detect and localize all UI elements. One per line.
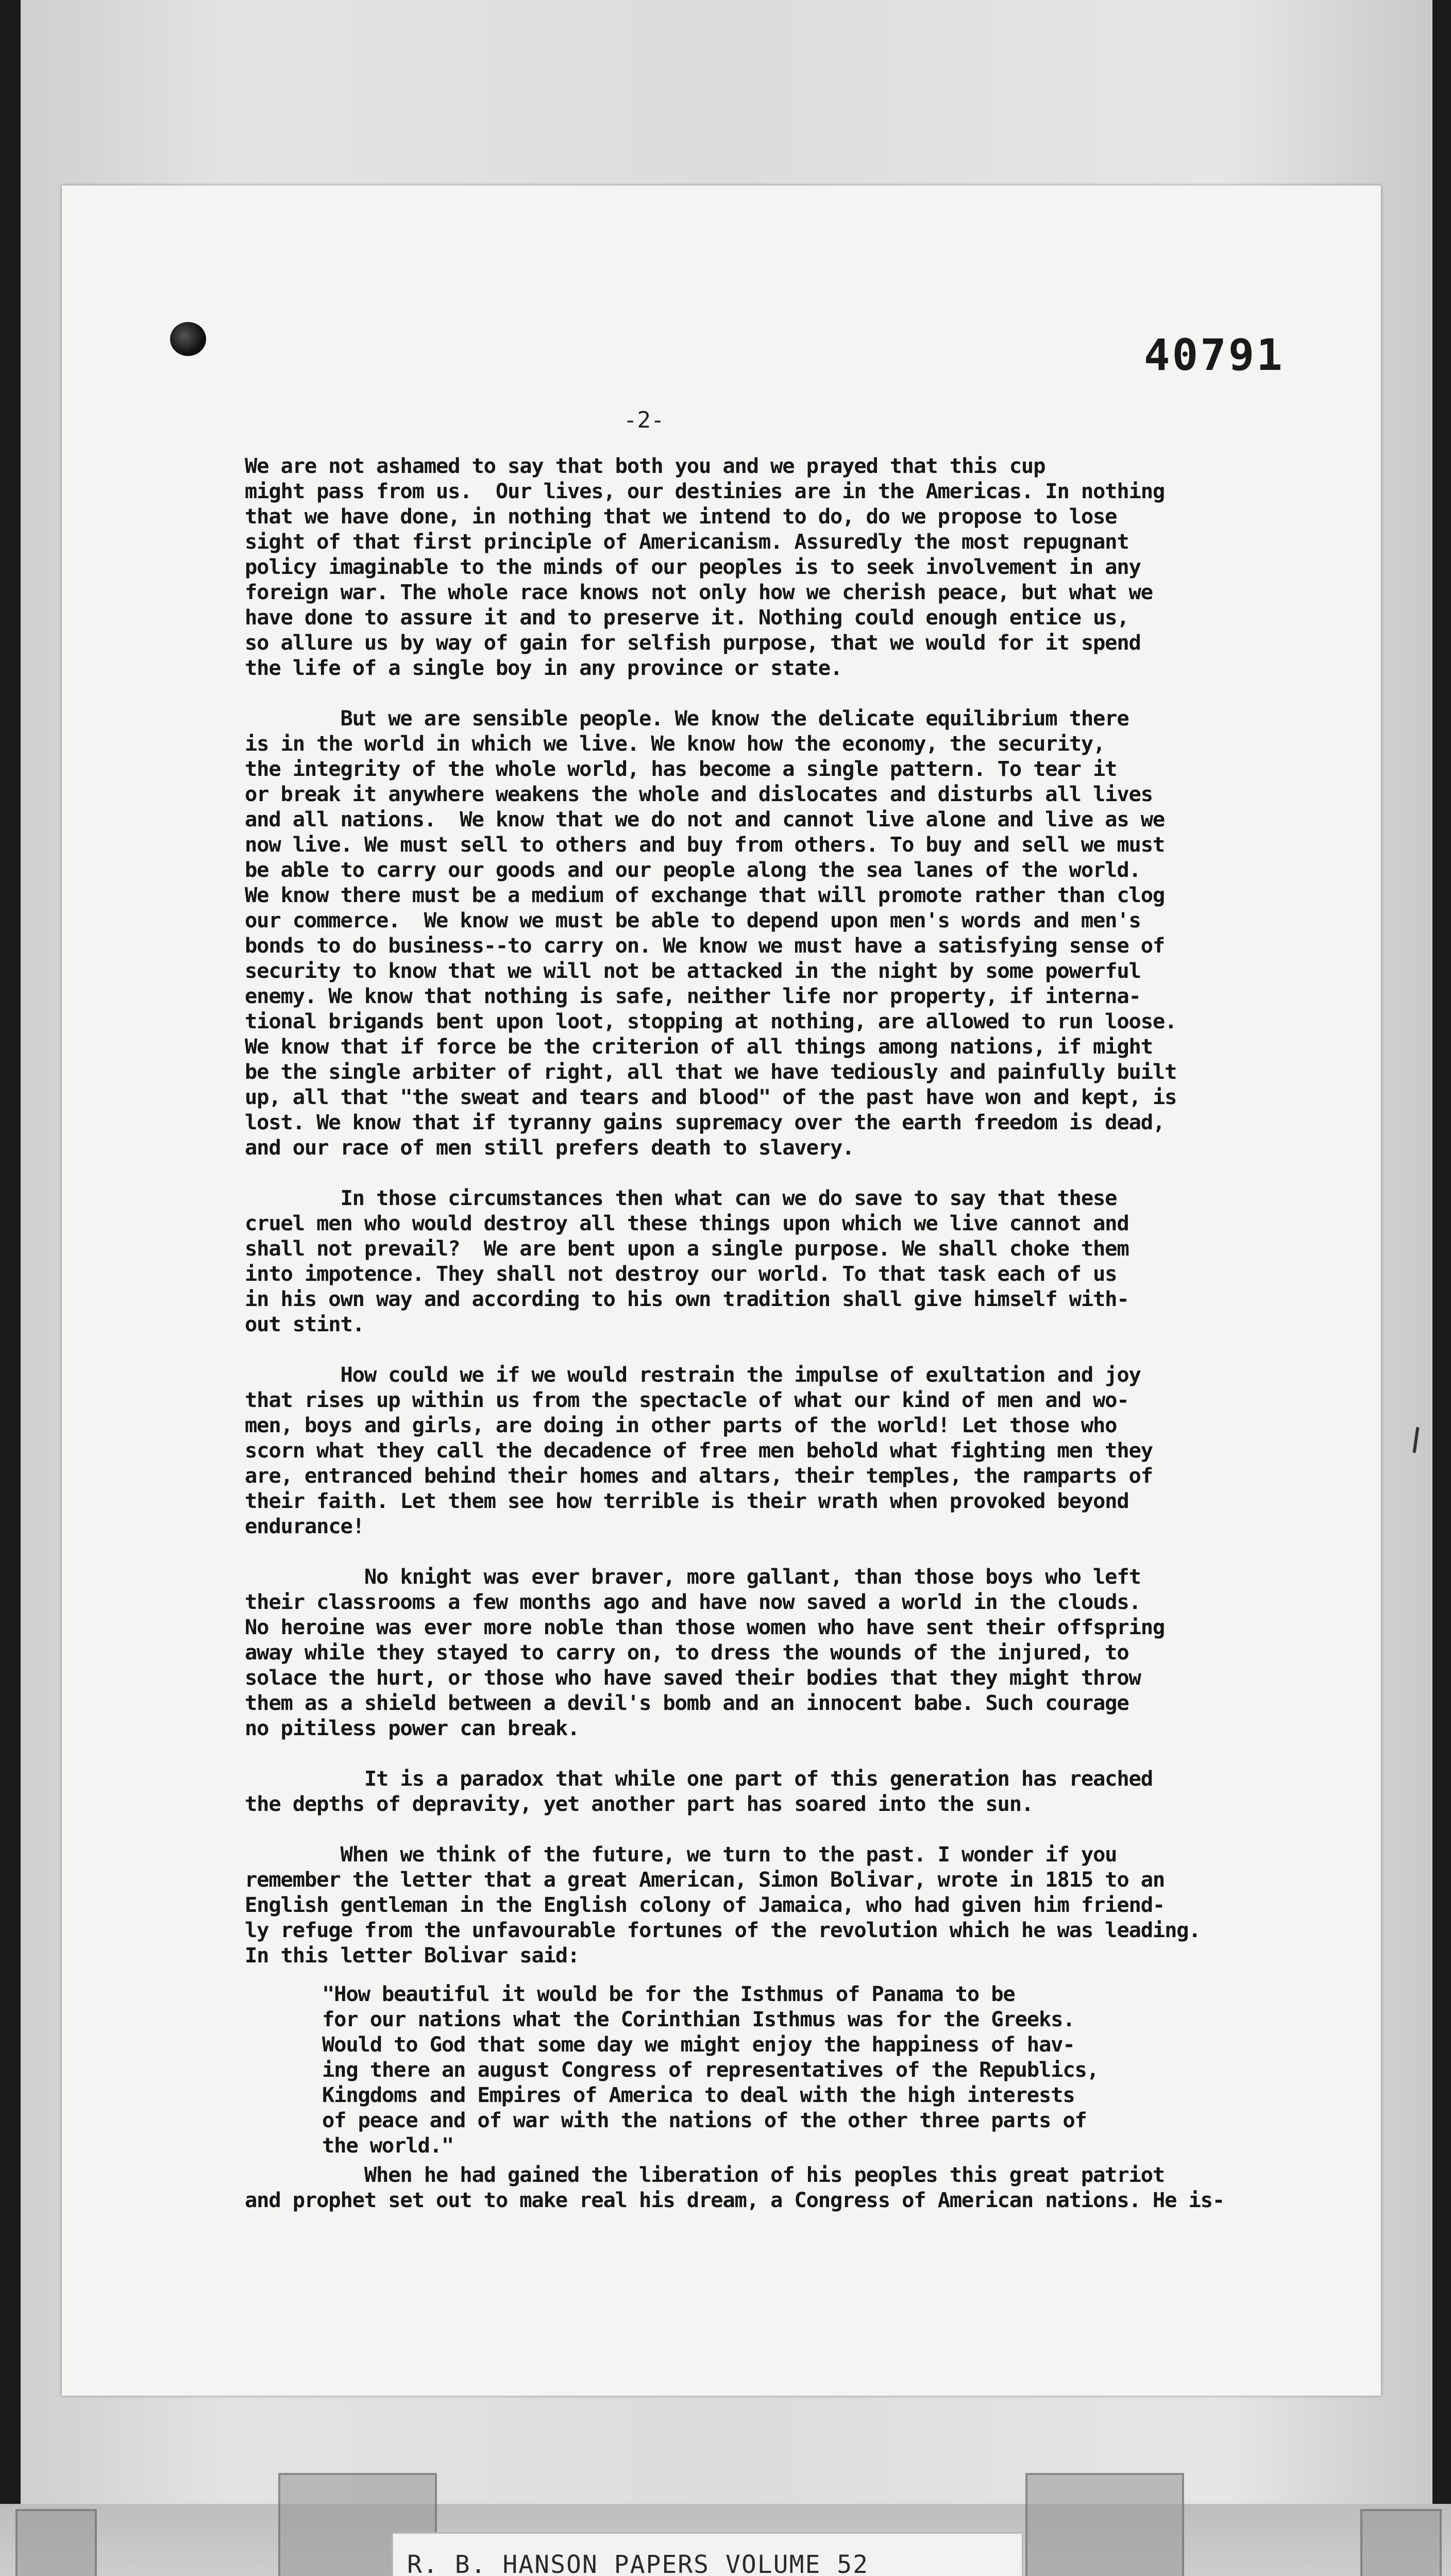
tape-strip [1360,2509,1442,2576]
text-line: now live. We must sell to others and buy from others. To buy and sell we must [245,832,1165,857]
text-line: policy imaginable to the minds of our peoples is to seek involvement in any [245,554,1141,579]
bolivar-quote [322,1981,1317,2158]
text-line: that we have done, in nothing that we intend to do, do we propose to lose [245,504,1117,529]
text-line: men, boys and girls, are doing in other parts of the world! Let those who [245,1413,1117,1437]
text-line: in his own way and according to his own tradition shall give himself with- [245,1286,1129,1311]
text-line: tional brigands bent upon loot, stopping at nothing, are allowed to run loose. [245,1009,1177,1033]
paragraph [245,1564,1317,1741]
text-line: the life of a single boy in any province or state. [245,655,842,680]
text-line: sight of that first principle of Americanism. Assuredly the most repugnant [245,529,1129,554]
text-line: out stint. [245,1312,364,1336]
text-line: for our nations what the Corinthian Isthmus was for the Greeks. [322,2007,1075,2031]
text-line: No heroine was ever more noble than those women who have sent their offspring [245,1615,1165,1639]
text-line: How could we if we would restrain the impulse of exultation and joy [245,1362,1141,1387]
paragraph [245,453,1317,681]
text-line: no pitiless power can break. [245,1716,580,1740]
text-line: is in the world in which we live. We know how the economy, the security, [245,731,1105,756]
text-line: shall not prevail? We are bent upon a single purpose. We shall choke them [245,1236,1129,1261]
text-line: ly refuge from the unfavourable fortunes of the revolution which he was leading. [245,1918,1201,1942]
tape-strip [1025,2473,1184,2576]
text-line: We know there must be a medium of exchange that will promote rather than clog [245,883,1165,907]
text-line: away while they stayed to carry on, to dress the wounds of the injured, to [245,1640,1129,1665]
text-line: But we are sensible people. We know the delicate equilibrium there [245,706,1129,731]
text-line: be able to carry our goods and our people along the sea lanes of the world. [245,857,1141,882]
text-line: We know that if force be the criterion of all things among nations, if might [245,1034,1153,1059]
page-number: -2- [623,407,665,433]
text-line: up, all that "the sweat and tears and blood" of the past have won and kept, is [245,1084,1177,1109]
text-line: the integrity of the whole world, has become a single pattern. To tear it [245,756,1117,781]
text-line: In this letter Bolivar said: [245,1943,580,1968]
document-number: 40791 [1144,330,1285,380]
text-line: our commerce. We know we must be able to depend upon men's words and men's [245,908,1141,933]
text-line: their faith. Let them see how terrible is their wrath when provoked beyond [245,1488,1129,1513]
paragraph [245,1362,1317,1539]
text-line: Would to God that some day we might enjoy the happiness of hav- [322,2032,1075,2057]
text-line: solace the hurt, or those who have saved their bodies that they might throw [245,1665,1141,1690]
text-line: We are not ashamed to say that both you and we prayed that this cup [245,453,1045,478]
text-line: that rises up within us from the spectacle of what our kind of men and wo- [245,1387,1129,1412]
text-line: remember the letter that a great American, Simon Bolivar, wrote in 1815 to an [245,1867,1165,1892]
text-line: be the single arbiter of right, all that we have tediously and painfully built [245,1059,1177,1084]
text-line: Kingdoms and Empires of America to deal with the high interests [322,2082,1075,2107]
text-line: have done to assure it and to preserve it. Nothing could enough entice us, [245,605,1129,630]
text-line: When he had gained the liberation of his peoples this great patriot [245,2162,1165,2187]
text-line: or break it anywhere weakens the whole and dislocates and disturbs all lives [245,782,1153,806]
text-line: When we think of the future, we turn to the past. I wonder if you [245,1842,1117,1867]
text-line: so allure us by way of gain for selfish purpose, that we would for it spend [245,630,1141,655]
text-line: and prophet set out to make real his dream, a Congress of American nations. He is- [245,2188,1225,2212]
text-line: In those circumstances then what can we do save to say that these [245,1185,1117,1210]
text-line: cruel men who would destroy all these things upon which we live cannot and [245,1211,1129,1235]
paragraph [245,1842,1317,1968]
text-line: foreign war. The whole race knows not only how we cherish peace, but what we [245,580,1153,604]
tape-strip [15,2509,97,2576]
punch-hole [170,322,206,356]
text-line: security to know that we will not be attacked in the night by some powerful [245,958,1141,983]
paragraph [245,706,1317,1160]
text-line: into impotence. They shall not destroy our world. To that task each of us [245,1261,1117,1286]
volume-label: R. B. HANSON PAPERS VOLUME 52 [407,2550,869,2576]
paragraph [245,1185,1317,1337]
text-line: scorn what they call the decadence of free men behold what fighting men they [245,1438,1153,1463]
paragraph [245,1766,1317,1817]
text-line: their classrooms a few months ago and have now saved a world in the clouds. [245,1589,1141,1614]
text-line: bonds to do business--to carry on. We know we must have a satisfying sense of [245,933,1165,958]
text-line: English gentleman in the English colony of Jamaica, who had given him friend- [245,1892,1165,1917]
text-line: It is a paradox that while one part of this generation has reached [245,1766,1153,1791]
text-line: the depths of depravity, yet another part has soared into the sun. [245,1791,1034,1816]
text-line: the world." [322,2133,454,2158]
text-line: and all nations. We know that we do not and cannot live alone and live as we [245,807,1165,832]
text-line: are, entranced behind their homes and altars, their temples, the ramparts of [245,1463,1153,1488]
text-line: endurance! [245,1514,364,1538]
text-line: "How beautiful it would be for the Isthmus of Panama to be [322,1981,1015,2006]
document-body [245,453,1317,2238]
text-line: might pass from us. Our lives, our destinies are in the Americas. In nothing [245,479,1165,503]
closing-paragraph [245,2162,1317,2213]
text-line: ing there an august Congress of representatives of the Republics, [322,2057,1099,2082]
text-line: and our race of men still prefers death to slavery. [245,1135,854,1160]
text-line: lost. We know that if tyranny gains supremacy over the earth freedom is dead, [245,1110,1165,1134]
text-line: them as a shield between a devil's bomb and an innocent babe. Such courage [245,1690,1129,1715]
text-line: of peace and of war with the nations of the other three parts of [322,2108,1087,2132]
text-line: enemy. We know that nothing is safe, neither life nor property, if interna- [245,984,1141,1008]
text-line: No knight was ever braver, more gallant, than those boys who left [245,1564,1141,1589]
